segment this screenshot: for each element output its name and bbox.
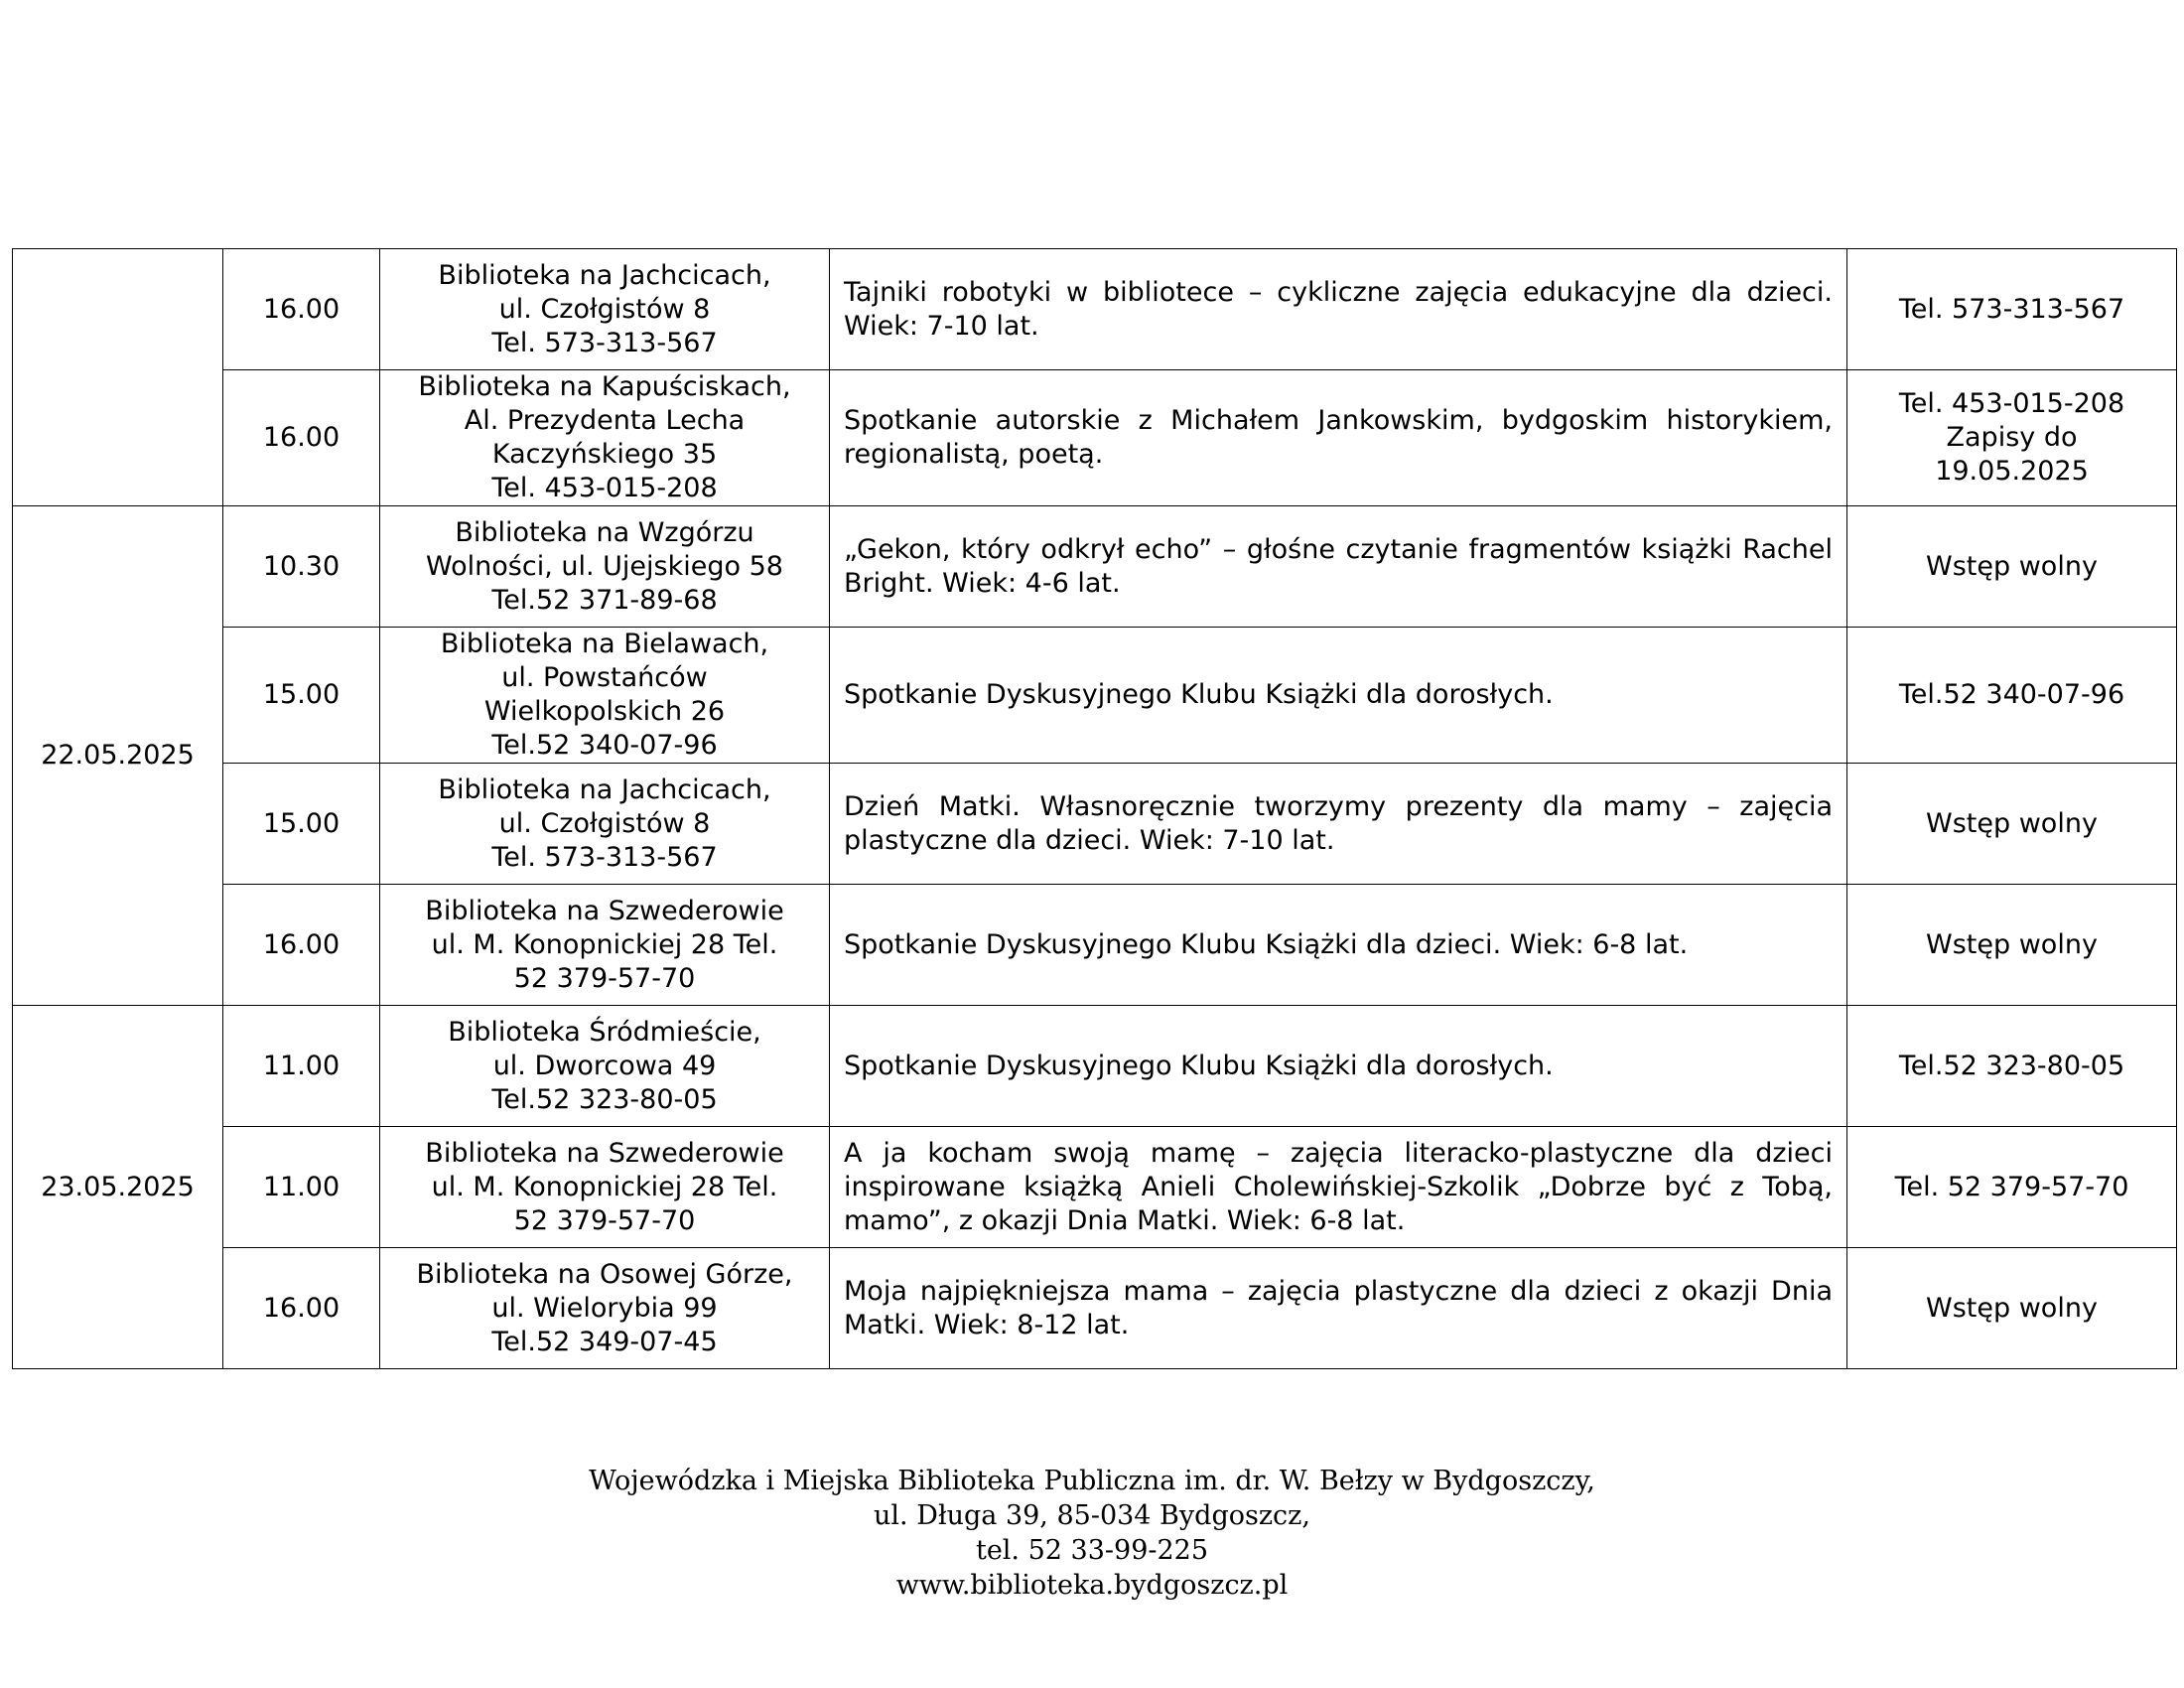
place-line: Tel. 573-313-567 [491, 327, 718, 358]
description-cell: Spotkanie Dyskusyjnego Klubu Książki dla dorosłych. [830, 628, 1847, 764]
description-cell: Spotkanie Dyskusyjnego Klubu Książki dla dorosłych. [830, 1006, 1847, 1127]
time-cell: 16.00 [223, 249, 380, 370]
date-cell: 23.05.2025 [13, 1006, 223, 1369]
table-row [13, 764, 2177, 885]
place-line: Biblioteka Śródmieście, [448, 1016, 761, 1048]
place-line: Tel. 453-015-208 [491, 473, 718, 503]
info-cell: Tel.52 323-80-05 [1847, 1006, 2177, 1127]
place-cell [380, 764, 830, 885]
place-line: Biblioteka na Bielawach, [440, 629, 769, 659]
time-cell: 10.30 [223, 506, 380, 628]
place-cell [380, 249, 830, 370]
table-row [13, 885, 2177, 1006]
description-cell: Tajniki robotyki w bibliotece – cykliczne zajęcia edukacyjne dla dzieci. Wiek: 7-10 lat. [830, 249, 1847, 370]
description-cell: Spotkanie Dyskusyjnego Klubu Książki dla dzieci. Wiek: 6-8 lat. [830, 885, 1847, 1006]
info-cell: Wstęp wolny [1847, 1248, 2177, 1369]
place-line: Tel. 573-313-567 [491, 841, 718, 873]
place-line: Biblioteka na Jachcicach, [438, 259, 771, 291]
info-cell: Wstęp wolny [1847, 506, 2177, 628]
description-cell: Spotkanie autorskie z Michałem Jankowskim, bydgoskim historykiem, regionalistą, poetą. [830, 370, 1847, 506]
footer-phone: tel. 52 33-99-225 [975, 1535, 1209, 1566]
place-cell [380, 628, 830, 764]
place-line: Wolności, ul. Ujejskiego 58 [426, 550, 783, 582]
place-line: Tel.52 323-80-05 [491, 1083, 718, 1115]
place-line: Biblioteka na Wzgórzu [455, 516, 754, 548]
footer-website: www.biblioteka.bydgoszcz.pl [895, 1570, 1289, 1601]
place-line: Biblioteka na Szwederowie [425, 1137, 784, 1169]
place-line: ul. M. Konopnickiej 28 Tel. [431, 1171, 778, 1202]
place-line: Tel.52 371-89-68 [491, 584, 718, 616]
place-line: Kaczyńskiego 35 [491, 439, 718, 470]
time-cell: 16.00 [223, 370, 380, 506]
table-row [13, 370, 2177, 506]
place-line: Wielkopolskich 26 [483, 696, 726, 727]
time-cell: 15.00 [223, 764, 380, 885]
place-cell [380, 885, 830, 1006]
table-row [13, 249, 2177, 370]
place-cell [380, 370, 830, 506]
place-line: ul. Dworcowa 49 [492, 1050, 717, 1081]
info-cell: Tel. 573-313-567 [1847, 249, 2177, 370]
description-cell: Dzień Matki. Własnoręcznie tworzymy prezenty dla mamy – zajęcia plastyczne dla dzieci. Wiek: 7-10 lat. [830, 764, 1847, 885]
table-row [13, 506, 2177, 628]
table-row [13, 1248, 2177, 1369]
place-line: Tel.52 349-07-45 [491, 1326, 718, 1357]
place-line: ul. Wielorybia 99 [491, 1292, 718, 1324]
description-cell: „Gekon, który odkrył echo” – głośne czytanie fragmentów książki Rachel Bright. Wiek: 4-6 lat. [830, 506, 1847, 628]
place-line: Biblioteka na Osowej Górze, [416, 1258, 793, 1290]
place-line: Tel.52 340-07-96 [491, 730, 718, 761]
time-cell: 16.00 [223, 1248, 380, 1369]
place-cell [380, 1127, 830, 1248]
footer [0, 1464, 2184, 1603]
info-cell: Tel. 453-015-208 Zapisy do 19.05.2025 [1847, 370, 2177, 506]
footer-institution: Wojewódzka i Miejska Biblioteka Publiczna im. dr. W. Bełzy w Bydgoszczy, [589, 1466, 1595, 1496]
date-cell: 22.05.2025 [13, 506, 223, 1006]
info-cell: Wstęp wolny [1847, 885, 2177, 1006]
info-cell: Tel. 52 379-57-70 [1847, 1127, 2177, 1248]
place-line: ul. Czołgistów 8 [498, 293, 711, 325]
events-table [12, 248, 2177, 1369]
place-cell [380, 506, 830, 628]
table-row [13, 628, 2177, 764]
place-line: Al. Prezydenta Lecha [464, 405, 746, 436]
description-cell: A ja kocham swoją mamę – zajęcia literacko-plastyczne dla dzieci inspirowane książką Anieli Cholewińskiej-Szkolik „Dobrze być z Tobą, mamo”, z okazji Dnia Matki. Wiek: 6-8 lat. [830, 1127, 1847, 1248]
place-line: ul. Czołgistów 8 [498, 807, 711, 839]
time-cell: 11.00 [223, 1006, 380, 1127]
place-line: Biblioteka na Kapuściskach, [418, 371, 791, 402]
place-cell [380, 1248, 830, 1369]
place-cell [380, 1006, 830, 1127]
table-row [13, 1006, 2177, 1127]
place-line: Biblioteka na Szwederowie [425, 895, 784, 926]
info-cell: Tel.52 340-07-96 [1847, 628, 2177, 764]
info-cell: Wstęp wolny [1847, 764, 2177, 885]
table-row [13, 1127, 2177, 1248]
date-cell [13, 249, 223, 506]
footer-address: ul. Długa 39, 85-034 Bydgoszcz, [874, 1500, 1310, 1531]
place-line: Biblioteka na Jachcicach, [438, 774, 771, 805]
time-cell: 16.00 [223, 885, 380, 1006]
time-cell: 11.00 [223, 1127, 380, 1248]
place-line: ul. Powstańców [501, 662, 708, 693]
description-cell: Moja najpiękniejsza mama – zajęcia plastyczne dla dzieci z okazji Dnia Matki. Wiek: 8-12 lat. [830, 1248, 1847, 1369]
place-line: ul. M. Konopnickiej 28 Tel. [431, 928, 778, 960]
time-cell: 15.00 [223, 628, 380, 764]
place-line: 52 379-57-70 [513, 962, 696, 994]
place-line: 52 379-57-70 [513, 1204, 696, 1236]
